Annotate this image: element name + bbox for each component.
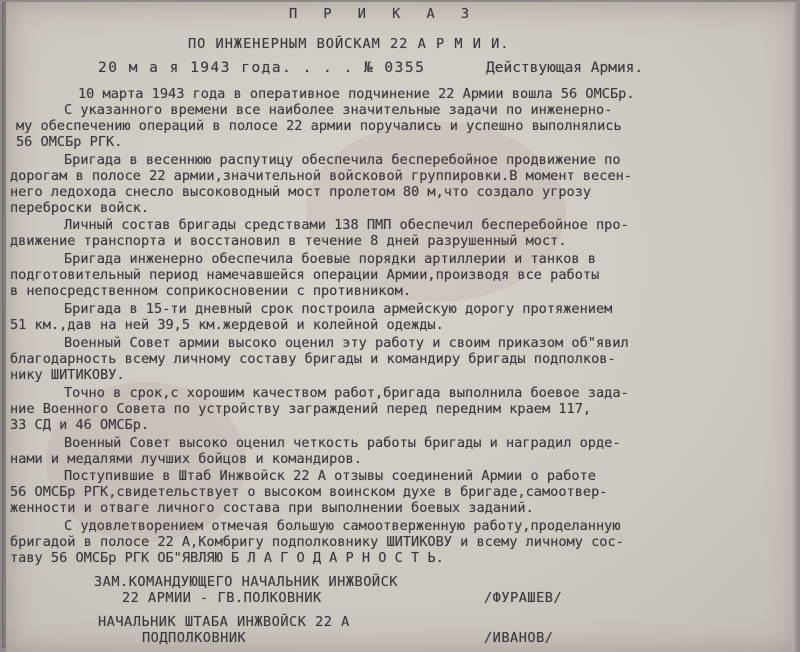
paragraph-line: Бригада в 15-ти дневный срок построила армейскую дорогу протяжением [64, 301, 613, 317]
paragraph-line: Военный Совет армии высоко оценил эту работу и своим приказом об"явил [64, 335, 629, 351]
document-sheet [6, 2, 798, 652]
paragraph-line: благодарность всему личному составу бригады и командиру бригады подполков- [10, 351, 616, 367]
chief-signature-name: /ИВАНОВ/ [484, 630, 554, 646]
paragraph-line: бригадой в полосе 22 А,Комбригу подполковнику ШИТИКОВУ и всему личному сос- [10, 534, 624, 550]
army-line: Действующая Армия. [486, 60, 644, 76]
paragraph-line: Бригада инженерно обеспечила боевые порядки артиллерии и танков в [64, 251, 596, 267]
paragraph-line: С указанного времени все наиболее значительные задачи по инженерно- [64, 102, 613, 118]
paragraph-line: него ледохода снесло высоководный мост пролетом 80 м,что создало угрозу [10, 184, 592, 200]
paragraph-line: ние Военного Совета по устройству заграждений перед передним краем 117, [10, 401, 592, 417]
paragraph-line: 33 СД и 46 ОМСБр. [10, 417, 150, 433]
paragraph-line: подготовительный период намечавшейся операции Армии,производя все работы [10, 267, 600, 283]
chief-title-line-2: ПОДПОЛКОВНИК [142, 630, 247, 646]
order-date-number: 20 м а я 1943 года. . . . № 0355 [98, 60, 426, 76]
paragraph-line: женности и отваге личного состава при выполнении боевых заданий. [10, 500, 534, 516]
paragraph-line: нику ШИТИКОВУ. [10, 367, 125, 383]
paragraph-line: Личный состав бригады средствами 138 ПМП обеспечил бесперебойное про- [64, 217, 629, 233]
photo-frame [2, 2, 798, 648]
paragraph-line: Точно в срок,с хорошим качеством работ,бригада выполнила боевое зада- [64, 385, 629, 401]
paragraph-line: Поступившие в Штаб Инжвойск 22 А отзывы соединений Армии о работе [64, 468, 596, 484]
deputy-title-line-1: ЗАМ.КОМАНДУЮЩЕГО НАЧАЛЬНИК ИНЖВОЙСК [94, 574, 398, 590]
paragraph-line: С удовлетворением отмечая большую самоотверженную работу,проделанную [64, 518, 621, 534]
paragraph-line: 51 км.,дав на ней 39,5 км.жердевой и колейной одежды. [10, 317, 444, 333]
paragraph-line: дорогам в полосе 22 армии,значительной войсковой группировки.В момент весен- [10, 168, 632, 184]
paragraph-line: му обеспечению операций в полосе 22 армии поручались и успешно выполнялись [16, 118, 622, 134]
paragraph-line: 10 марта 1943 года в оперативное подчинение 22 Армии вошла 56 ОМСБр. [78, 86, 635, 102]
deputy-signature-name: /ФУРАШЕВ/ [484, 590, 563, 606]
paragraph-line: нами и медалями лучших бойцов и командиров. [10, 451, 362, 467]
paragraph-line: 56 ОМСБр РГК,свидетельствует о высоком воинском духе в бригаде,самоотвер- [10, 484, 608, 500]
document-heading: П Р И К А З [289, 6, 479, 22]
paragraph-line: Военный Совет высоко оценил четкость работы бригады и наградил орде- [64, 435, 621, 451]
paragraph-line: таву 56 ОМСБр РГК ОБ"ЯВЛЯЮ Б Л А Г О Д А Р Н О С Т Ь. [10, 550, 444, 566]
deputy-title-line-2: 22 АРМИИ - ГВ.ПОЛКОВНИК [122, 590, 322, 606]
document-subheading: ПО ИНЖЕНЕРНЫМ ВОЙСКАМ 22 А Р М И И. [188, 36, 510, 52]
paragraph-line: движение транспорта и восстановил в течение 8 дней разрушенный мост. [10, 233, 567, 249]
paragraph-line: в непосредственном соприкосновении с противником. [10, 283, 412, 299]
paragraph-line: 56 ОМСБр РГК. [16, 134, 123, 150]
photo-edge [792, 2, 798, 652]
paragraph-line: Бригада в весеннюю распутицу обеспечила бесперебойное продвижение по [64, 152, 621, 168]
paragraph-line: переброски войск. [10, 200, 150, 216]
chief-title-line-1: НАЧАЛЬНИК ШТАБА ИНЖВОЙСК 22 А [98, 614, 350, 630]
